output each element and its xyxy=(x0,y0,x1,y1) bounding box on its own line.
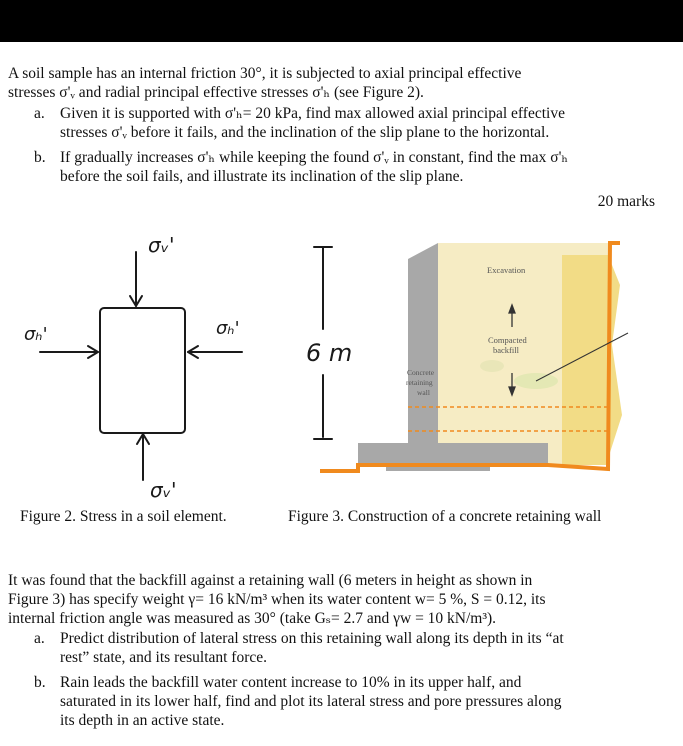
q2b-line2: saturated in its lower half, find and plot its lateral stress and pore pressures along xyxy=(60,693,562,710)
q2-line1: It was found that the backfill against a retaining wall (6 meters in height as shown in xyxy=(8,572,533,589)
q2b-line3: its depth in an active state. xyxy=(60,712,225,729)
figure3-retaining-wall xyxy=(290,225,670,497)
q2a-marker: a. xyxy=(34,630,45,647)
q2a-line1: Predict distribution of lateral stress on this retaining wall along its depth in its “at xyxy=(60,630,564,647)
wall-label-2: retaining xyxy=(406,378,433,387)
figure2-soil-element xyxy=(20,212,270,504)
fig2-label-top: σᵥ' xyxy=(148,233,175,257)
q1-intro-line2: stresses σ'ᵥ and radial principal effective stresses σ'ₕ (see Figure 2). xyxy=(8,84,424,101)
wall-footing xyxy=(358,443,548,465)
q2b-line1: Rain leads the backfill water content increase to 10% in its upper half, and xyxy=(60,674,522,691)
q2b-marker: b. xyxy=(34,674,46,691)
figure2-caption: Figure 2. Stress in a soil element. xyxy=(20,508,227,525)
q2-line2: Figure 3) has specify weight γ= 16 kN/m³ when its water content w= 5 %, S = 0.12, its xyxy=(8,591,546,608)
q1b-line1: If gradually increases σ'ₕ while keeping the found σ'ᵥ in constant, find the max σ'ₕ xyxy=(60,149,569,166)
q1-intro-line1: A soil sample has an internal friction 30°, it is subjected to axial principal effective xyxy=(8,65,522,82)
height-label: 6 m xyxy=(306,339,353,367)
q1a-line1: Given it is supported with σ'ₕ= 20 kPa, find max allowed axial principal effective xyxy=(60,105,565,122)
fig2-label-right: σₕ' xyxy=(216,318,240,339)
wall-label-3: wall xyxy=(417,388,430,397)
backfill-label-2: backfill xyxy=(493,345,519,355)
wall-label-1: Concrete xyxy=(407,368,435,377)
fig2-label-bottom: σᵥ' xyxy=(150,478,177,502)
fig2-label-left: σₕ' xyxy=(24,324,48,345)
figure3-caption: Figure 3. Construction of a concrete retaining wall xyxy=(288,508,602,525)
q1b-line2: before the soil fails, and illustrate its inclination of the slip plane. xyxy=(60,168,464,185)
q1a-marker: a. xyxy=(34,105,45,122)
excavation-soil xyxy=(562,255,622,465)
q2-line3: internal friction angle was measured as 30° (take Gₛ= 2.7 and γw = 10 kN/m³). xyxy=(8,610,497,627)
soil-element-box xyxy=(100,308,185,433)
q1a-line2: stresses σ'ᵥ before it fails, and the inclination of the slip plane to the horizontal. xyxy=(60,124,550,141)
q1b-marker: b. xyxy=(34,149,46,166)
top-black-bar xyxy=(0,0,683,42)
excavation-label: Excavation xyxy=(487,265,526,275)
q2a-line2: rest” state, and its resultant force. xyxy=(60,649,268,666)
backfill-label-1: Compacted xyxy=(488,335,527,345)
marks-label: 20 marks xyxy=(597,193,655,210)
